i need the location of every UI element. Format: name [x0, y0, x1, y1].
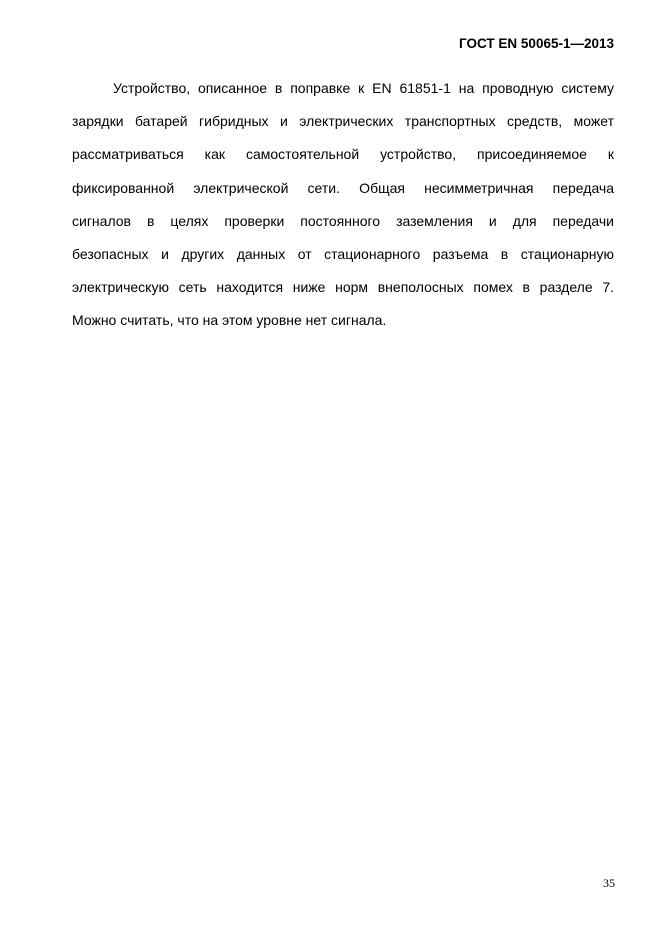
paragraph-line-8: Можно считать, что на этом уровне нет сигнала.	[72, 312, 387, 329]
body-paragraph	[72, 77, 614, 343]
page-number: 35	[603, 876, 615, 890]
paragraph-line-4: фиксированной электрической сети. Общая несимметричная передача	[72, 179, 614, 196]
paragraph-line-1: Устройство, описанное в поправке к EN 61851-1 на проводную систему	[113, 80, 614, 96]
paragraph-line-7: электрическую сеть находится ниже норм внеполосных помех в разделе 7.	[72, 279, 614, 296]
paragraph-line-6: безопасных и других данных от стационарного разъема в стационарную	[72, 245, 614, 262]
document-code-header: ГОСТ EN 50065-1—2013	[459, 36, 614, 51]
paragraph-line-2: зарядки батарей гибридных и электрических транспортных средств, может	[72, 113, 614, 130]
paragraph-line-5: сигналов в целях проверки постоянного заземления и для передачи	[72, 212, 614, 229]
paragraph-line-3: рассматриваться как самостоятельной устройство, присоединяемое к	[72, 146, 614, 163]
